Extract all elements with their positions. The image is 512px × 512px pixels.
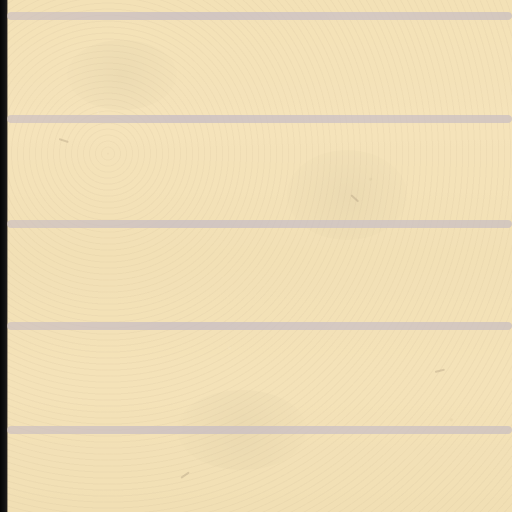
- paper-rule-line: [7, 322, 512, 330]
- paper-rule-line: [7, 115, 512, 123]
- paper-fiber: [435, 369, 445, 373]
- paper-rule-line: [7, 12, 512, 20]
- paper-rule-line: [7, 426, 512, 434]
- lined-paper-sheet: [7, 0, 512, 512]
- paper-stain: [67, 40, 177, 110]
- paper-fiber: [59, 138, 69, 143]
- paper-rule-line: [7, 220, 512, 228]
- paper-fiber: [180, 471, 189, 478]
